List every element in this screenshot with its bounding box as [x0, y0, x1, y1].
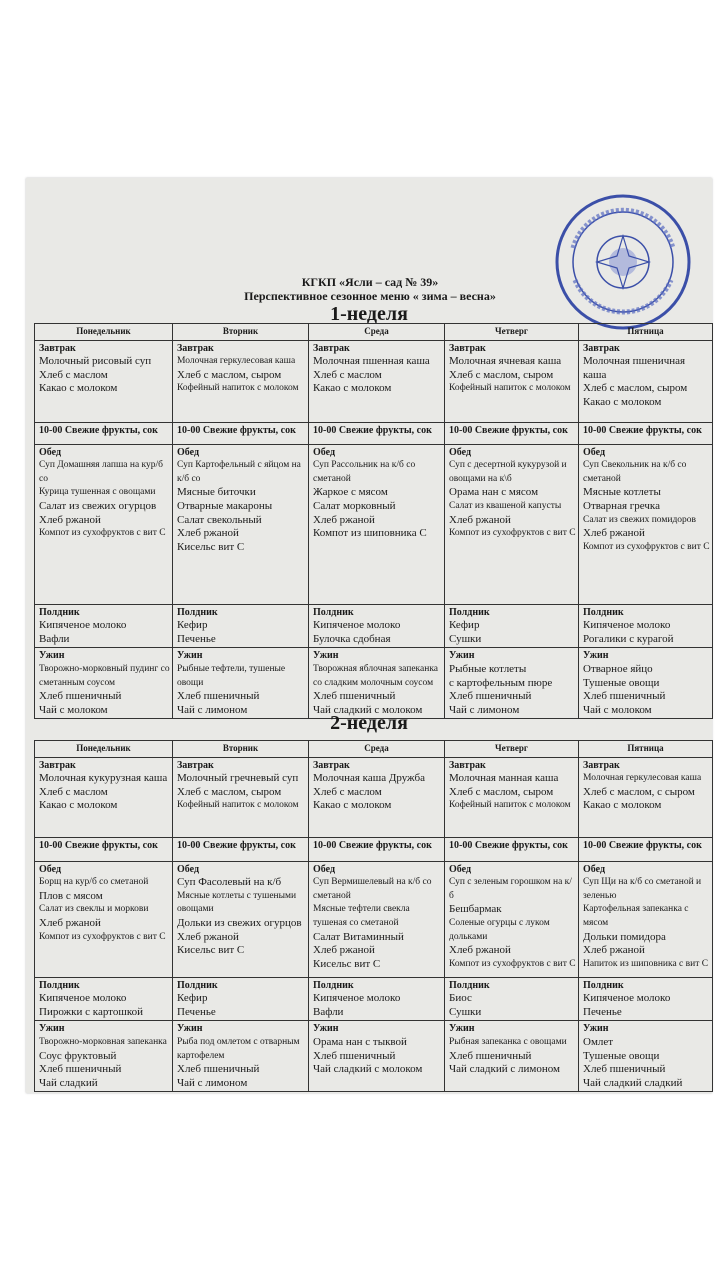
meal-cell — [445, 861, 579, 977]
dish-line: Хлеб ржаной — [449, 513, 511, 526]
dish-line: Хлеб ржаной — [177, 930, 239, 943]
day-header: Вторник — [173, 324, 309, 341]
dish-line: Хлеб пшеничный — [583, 690, 666, 703]
dish-line: Молочная каша Дружба — [313, 772, 425, 785]
dish-line: Кофейный напиток с молоком — [449, 800, 571, 811]
dish-line: Суп Фасолевый на к/б — [177, 876, 282, 889]
dish-line: Молочная манная каша — [449, 772, 559, 785]
meal-cell — [579, 340, 713, 422]
dish-line: Курица тушенная с овощами — [39, 487, 156, 498]
meal-cell — [173, 604, 309, 648]
meal-title: Ужин — [313, 1023, 339, 1035]
dish-line: Булочка сдобная — [313, 632, 391, 645]
dish-line: Мясные котлеты — [583, 486, 661, 499]
dish-line: Салат из свежих огурцов — [39, 499, 157, 512]
dish-line: Мясные биточки — [177, 486, 256, 499]
dish-line: Хлеб с маслом, сыром — [177, 785, 282, 798]
dish-line: Печенье — [583, 1005, 622, 1018]
meal-cell — [309, 977, 445, 1021]
meal-row — [35, 757, 713, 837]
meal-title: 10-00 Свежие фрукты, сок — [449, 839, 568, 851]
dish-line: Хлеб пшеничный — [39, 1063, 122, 1076]
meal-title: 10-00 Свежие фрукты, сок — [39, 839, 158, 851]
meal-cell — [579, 422, 713, 444]
dish-line: Хлеб пшеничный — [313, 690, 396, 703]
dish-line: Чай с лимоном — [449, 703, 520, 716]
dish-line: Сушки — [449, 632, 482, 645]
meal-title: Обед — [177, 863, 200, 875]
dish-line: Плов с мясом — [39, 889, 103, 902]
meal-title: Завтрак — [39, 342, 76, 354]
dish-line: Борщ на кур/б со сметаной — [39, 877, 149, 888]
dish-line: Суп с зеленым горошком на к/б — [449, 877, 572, 901]
dish-line: Хлеб ржаной — [583, 527, 645, 540]
dish-line: Салат из квашеной капусты — [449, 500, 562, 511]
meal-title: Завтрак — [583, 759, 620, 771]
dish-line: Тушеные овощи — [583, 1049, 660, 1062]
dish-line: Хлеб ржаной — [39, 916, 101, 929]
dish-line: Какао с молоком — [39, 799, 118, 812]
meal-title: Обед — [449, 863, 472, 875]
meal-cell — [445, 977, 579, 1021]
dish-line: Тушеные овощи — [583, 676, 660, 689]
dish-line: Мясные котлеты с тушеными овощами — [177, 890, 297, 915]
dish-line: Кипяченое молоко — [313, 992, 401, 1005]
meal-title: Завтрак — [39, 759, 76, 771]
meal-cell — [35, 977, 173, 1021]
meal-title: Полдник — [313, 979, 354, 991]
meal-title: Завтрак — [313, 342, 350, 354]
meal-cell — [309, 1021, 445, 1092]
meal-row — [35, 837, 713, 861]
meal-cell — [309, 648, 445, 719]
dish-line: Молочная кукурузная каша — [39, 772, 168, 785]
meal-cell — [173, 422, 309, 444]
dish-line: Чай с лимоном — [177, 1076, 248, 1089]
meal-cell — [445, 648, 579, 719]
dish-line: Салат из свеклы и моркови — [39, 904, 149, 915]
dish-line: Компот из шиповника С — [313, 527, 427, 540]
meal-cell — [309, 837, 445, 861]
meal-cell — [309, 757, 445, 837]
day-header-row — [35, 324, 713, 341]
day-header: Понедельник — [35, 741, 173, 758]
dish-line: Суп Домашняя лапша на кур/б со — [39, 460, 163, 484]
meal-cell — [35, 1021, 173, 1092]
meal-title: Полдник — [177, 979, 218, 991]
meal-title: Полдник — [449, 979, 490, 991]
meal-cell — [35, 444, 173, 604]
dish-line: Кипяченое молоко — [583, 992, 671, 1005]
dish-line: Хлеб с маслом, сыром — [177, 368, 282, 381]
dish-line: Хлеб пшеничный — [177, 1063, 260, 1076]
dish-line: Хлеб пшеничный — [39, 690, 122, 703]
meal-row — [35, 861, 713, 977]
dish-line: Кипяченое молоко — [583, 619, 671, 632]
meal-title: 10-00 Свежие фрукты, сок — [583, 424, 702, 436]
dish-line: Орама нан с мясом — [449, 486, 539, 499]
dish-line: Вафли — [39, 632, 70, 645]
dish-line: Кофейный напиток с молоком — [177, 800, 299, 811]
dish-line: Хлеб с маслом — [313, 785, 382, 798]
dish-line: Рыбные тефтели, тушеные овощи — [177, 663, 286, 688]
meal-title: Завтрак — [449, 759, 486, 771]
meal-title: Завтрак — [583, 342, 620, 354]
meal-title: Ужин — [449, 1023, 475, 1035]
meal-title: Ужин — [39, 1023, 65, 1035]
meal-cell — [579, 604, 713, 648]
dish-line: Молочная геркулесовая каша — [177, 356, 296, 367]
dish-line: Хлеб с маслом, сыром — [449, 785, 554, 798]
week-1-title: 1-неделя — [330, 303, 408, 325]
dish-line: Молочная ячневая каша — [449, 355, 562, 368]
dish-line: Хлеб ржаной — [39, 513, 101, 526]
dish-line: Кипяченое молоко — [39, 992, 127, 1005]
meal-title: Полдник — [177, 606, 218, 618]
meal-title: Обед — [39, 446, 62, 458]
menu-subtitle: Перспективное сезонное меню « зима – весна» — [244, 289, 496, 303]
meal-cell — [35, 604, 173, 648]
meal-title: Полдник — [583, 979, 624, 991]
dish-line: Отварные макароны — [177, 499, 273, 512]
dish-line: Печенье — [177, 1005, 216, 1018]
dish-line: Суп с десертной кукурузой и овощами на к\б — [449, 460, 567, 484]
dish-line: Мясные тефтели свекла тушеная со сметаной — [313, 904, 410, 928]
dish-line: Молочная пшенная каша — [313, 355, 430, 368]
week-2-title: 2-неделя — [330, 712, 408, 734]
dish-line: с картофельным пюре — [449, 676, 553, 689]
dish-line: Какао с молоком — [583, 799, 662, 812]
dish-line: Вафли — [313, 1005, 344, 1018]
meal-title: Ужин — [313, 650, 339, 662]
day-header: Понедельник — [35, 324, 173, 341]
meal-cell — [445, 422, 579, 444]
dish-line: Творожно-морковная запеканка — [39, 1036, 167, 1047]
dish-line: Кефир — [177, 992, 208, 1005]
dish-line: Хлеб с маслом — [39, 368, 108, 381]
dish-line: Кисельс вит С — [177, 540, 245, 553]
meal-title: Завтрак — [313, 759, 350, 771]
day-header: Пятница — [579, 741, 713, 758]
dish-line: Рыба под омлетом с отварным картофелем — [177, 1036, 300, 1061]
dish-line: Орама нан с тыквой — [313, 1035, 407, 1048]
meal-title: Обед — [177, 446, 200, 458]
meal-cell — [35, 648, 173, 719]
meal-row — [35, 340, 713, 422]
dish-line: Какао с молоком — [313, 799, 392, 812]
meal-title: Полдник — [583, 606, 624, 618]
dish-line: Какао с молоком — [39, 382, 118, 395]
dish-line: Чай с молоком — [583, 703, 652, 716]
meal-cell — [445, 837, 579, 861]
meal-cell — [579, 861, 713, 977]
meal-row — [35, 648, 713, 719]
dish-line: Компот из сухофруктов с вит С — [583, 541, 710, 552]
dish-line: Хлеб с маслом, сыром — [583, 382, 688, 395]
day-header: Четверг — [445, 324, 579, 341]
dish-line: Чай сладкий с молоком — [313, 703, 423, 716]
meal-cell — [445, 1021, 579, 1092]
dish-line: Жаркое с мясом — [313, 486, 388, 499]
meal-cell — [173, 977, 309, 1021]
dish-line: Хлеб пшеничный — [583, 1063, 666, 1076]
dish-line: Суп Щи на к/б со сметаной и зеленью — [583, 877, 702, 901]
meal-title: Ужин — [177, 1023, 203, 1035]
dish-line: Хлеб с маслом — [39, 785, 108, 798]
meal-title: Ужин — [583, 1023, 609, 1035]
meal-cell — [173, 757, 309, 837]
dish-line: Омлет — [583, 1035, 614, 1048]
meal-cell — [309, 604, 445, 648]
dish-line: Хлеб ржаной — [313, 513, 375, 526]
dish-line: Салат свекольный — [177, 513, 262, 526]
meal-title: 10-00 Свежие фрукты, сок — [583, 839, 702, 851]
dish-line: Кисельс вит С — [177, 944, 245, 957]
dish-line: Чай сладкий с лимоном — [449, 1063, 560, 1076]
dish-line: Молочный гречневый суп — [177, 772, 299, 785]
meal-cell — [173, 648, 309, 719]
day-header: Четверг — [445, 741, 579, 758]
dish-line: Чай сладкий сладкий — [583, 1076, 683, 1089]
meal-title: Полдник — [39, 979, 80, 991]
dish-line: Дольки помидора — [583, 930, 666, 943]
meal-cell — [579, 1021, 713, 1092]
meal-row — [35, 604, 713, 648]
meal-title: 10-00 Свежие фрукты, сок — [449, 424, 568, 436]
dish-line: Чай сладкий с молоком — [313, 1063, 423, 1076]
dish-line: Суп Вермишелевый на к/б со сметаной — [313, 877, 432, 901]
meal-cell — [579, 837, 713, 861]
dish-line: Суп Свекольник на к/б со сметаной — [583, 460, 687, 484]
dish-line: Какао с молоком — [583, 395, 662, 408]
dish-line: Рыбная запеканка с овощами — [449, 1036, 567, 1047]
meal-title: Завтрак — [449, 342, 486, 354]
meal-cell — [579, 648, 713, 719]
meal-cell — [309, 444, 445, 604]
meal-cell — [173, 444, 309, 604]
dish-line: Какао с молоком — [313, 382, 392, 395]
meal-cell — [35, 757, 173, 837]
dish-line: Компот из сухофруктов с вит С — [449, 958, 576, 969]
dish-line: Кофейный напиток с молоком — [449, 383, 571, 394]
meal-cell — [173, 1021, 309, 1092]
day-header: Пятница — [579, 324, 713, 341]
dish-line: Компот из сухофруктов с вит С — [39, 528, 166, 539]
meal-title: Ужин — [177, 650, 203, 662]
dish-line: Отварное яйцо — [583, 662, 653, 675]
meal-cell — [445, 757, 579, 837]
day-header: Среда — [309, 324, 445, 341]
dish-line: Хлеб пшеничный — [313, 1049, 396, 1062]
org-name: КГКП «Ясли – сад № 39» — [301, 275, 439, 289]
dish-line: Соленые огурцы с луком дольками — [449, 917, 550, 942]
dish-line: Молочная геркулесовая каша — [583, 773, 702, 784]
meal-title: Ужин — [39, 650, 65, 662]
document-header — [0, 275, 720, 303]
meal-cell — [579, 977, 713, 1021]
meal-title: Обед — [583, 446, 606, 458]
meal-cell — [35, 861, 173, 977]
meal-title: Полдник — [313, 606, 354, 618]
meal-cell — [445, 340, 579, 422]
meal-title: 10-00 Свежие фрукты, сок — [313, 424, 432, 436]
meal-title: Обед — [583, 863, 606, 875]
meal-row — [35, 422, 713, 444]
dish-line: Хлеб ржаной — [313, 944, 375, 957]
week-2-menu-table — [34, 740, 713, 1092]
meal-cell — [35, 422, 173, 444]
meal-cell — [309, 340, 445, 422]
dish-line: Суп Рассольник на к/б со сметаной — [313, 460, 416, 484]
meal-cell — [309, 422, 445, 444]
dish-line: Бешбармак — [449, 903, 502, 916]
meal-title: Обед — [449, 446, 472, 458]
meal-cell — [309, 861, 445, 977]
dish-line: Хлеб ржаной — [583, 944, 645, 957]
dish-line: Соус фруктовый — [39, 1049, 117, 1062]
meal-row — [35, 1021, 713, 1092]
dish-line: Чай с лимоном — [177, 703, 248, 716]
meal-cell — [173, 861, 309, 977]
dish-line: Хлеб пшеничный — [449, 690, 532, 703]
meal-row — [35, 977, 713, 1021]
meal-cell — [579, 757, 713, 837]
meal-title: 10-00 Свежие фрукты, сок — [177, 839, 296, 851]
meal-title: Ужин — [449, 650, 475, 662]
meal-title: Обед — [313, 863, 336, 875]
dish-line: Картофельная запеканка с мясом — [583, 904, 689, 928]
dish-line: Чай с молоком — [39, 703, 108, 716]
week-1-menu-table — [34, 323, 713, 719]
dish-line: Отварная гречка — [583, 499, 660, 512]
dish-line: Кисельс вит С — [313, 957, 381, 970]
meal-title: 10-00 Свежие фрукты, сок — [177, 424, 296, 436]
meal-title: Полдник — [449, 606, 490, 618]
meal-cell — [173, 340, 309, 422]
dish-line: Кефир — [449, 619, 480, 632]
dish-line: Сушки — [449, 1005, 482, 1018]
dish-line: Хлеб с маслом, с сыром — [583, 785, 695, 798]
meal-title: 10-00 Свежие фрукты, сок — [39, 424, 158, 436]
dish-line: Кипяченое молоко — [39, 619, 127, 632]
dish-line: Хлеб с маслом, сыром — [449, 368, 554, 381]
day-header-row — [35, 741, 713, 758]
dish-line: Биос — [449, 992, 472, 1005]
dish-line: Суп Картофельный с яйцом на к/б со — [177, 460, 301, 484]
dish-line: Кефир — [177, 619, 208, 632]
dish-line: Творожная яблочная запеканка со сладким молочным соусом — [313, 663, 439, 688]
dish-line: Творожно-морковный пудинг со сметанным соусом — [39, 663, 170, 688]
meal-title: 10-00 Свежие фрукты, сок — [313, 839, 432, 851]
dish-line: Салат из свежих помидоров — [583, 514, 697, 525]
dish-line: Кофейный напиток с молоком — [177, 383, 299, 394]
dish-line: Компот из сухофруктов с вит С — [39, 931, 166, 942]
dish-line: Кипяченое молоко — [313, 619, 401, 632]
meal-title: Полдник — [39, 606, 80, 618]
dish-line: Дольки из свежих огурцов — [177, 916, 302, 929]
meal-title: Обед — [39, 863, 62, 875]
dish-line: Молочный рисовый суп — [39, 355, 152, 368]
dish-line: Напиток из шиповника с вит С — [583, 958, 709, 969]
dish-line: Хлеб пшеничный — [177, 690, 260, 703]
meal-title: Завтрак — [177, 342, 214, 354]
day-header: Среда — [309, 741, 445, 758]
dish-line: Хлеб с маслом — [313, 368, 382, 381]
dish-line: Чай сладкий — [39, 1076, 98, 1089]
dish-line: Хлеб пшеничный — [449, 1049, 532, 1062]
day-header: Вторник — [173, 741, 309, 758]
dish-line: Салат Витаминный — [313, 930, 404, 943]
dish-line: Салат морковный — [313, 499, 396, 512]
dish-line: Молочная пшеничная каша — [583, 355, 686, 381]
dish-line: Хлеб ржаной — [449, 944, 511, 957]
meal-title: Обед — [313, 446, 336, 458]
meal-cell — [445, 604, 579, 648]
dish-line: Рогалики с курагой — [583, 632, 674, 645]
meal-cell — [35, 837, 173, 861]
meal-cell — [35, 340, 173, 422]
meal-title: Ужин — [583, 650, 609, 662]
dish-line: Хлеб ржаной — [177, 527, 239, 540]
meal-cell — [173, 837, 309, 861]
dish-line: Компот из сухофруктов с вит С — [449, 528, 576, 539]
meal-cell — [579, 444, 713, 604]
meal-title: Завтрак — [177, 759, 214, 771]
meal-row — [35, 444, 713, 604]
meal-cell — [445, 444, 579, 604]
dish-line: Пирожки с картошкой — [39, 1005, 143, 1018]
dish-line: Печенье — [177, 632, 216, 645]
dish-line: Рыбные котлеты — [449, 662, 527, 675]
